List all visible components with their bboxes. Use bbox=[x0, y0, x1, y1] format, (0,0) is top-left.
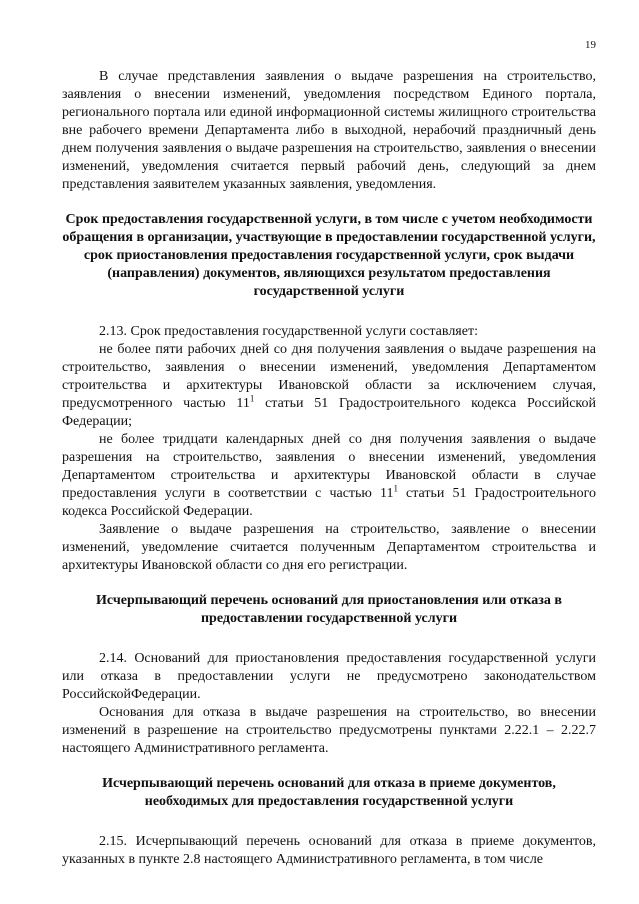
paragraph-portal-submission: В случае представления заявления о выдаче разрешения на строительство, заявления о внесении изменений, уведомления посредством Единого портала, регионального портала или единой информационной системы жилищного строительства вне рабочего времени Департамента либо в выходной, нерабочий праздничный день днем получения заявления о выдаче разрешения на строительство, заявления о внесении изменений, уведомления считается первый рабочий день, следующий за днем представления заявителем указанных заявления, уведомления. bbox=[62, 69, 596, 192]
paragraph-thirty-days bbox=[62, 431, 596, 521]
heading-document-refusal: Исчерпывающий перечень оснований для отказа в приеме документов, необходимых для предоставления государственной услуги bbox=[102, 776, 556, 809]
paragraph-five-days-text: не более пяти рабочих дней со дня получения заявления о выдаче разрешения на строительство, заявления о внесении изменений, уведомления Департаментом строительства и архитектуры Ивановской области за исключением случая, предусмотренного частью 11 bbox=[62, 342, 596, 411]
superscript: 1 bbox=[249, 393, 255, 404]
heading-suspension-grounds: Исчерпывающий перечень оснований для приостановления или отказа в предоставлении государственной услуги bbox=[96, 593, 562, 626]
paragraph-thirty-days-text: не более тридцати календарных дней со дня получения заявления о выдаче разрешения на строительство, заявления о внесении изменений, уведомления Департаментом строительства и архитектуры Ивановской области в случае предоставления услуги в соответствии с частью 11 bbox=[62, 432, 596, 501]
paragraph-2-14: 2.14. Оснований для приостановления предоставления государственной услуги или отказа в предоставлении услуги не предусмотрено законодательством РоссийскойФедерации. bbox=[62, 651, 596, 702]
page-number: 19 bbox=[585, 39, 596, 51]
paragraph-five-days bbox=[62, 341, 596, 431]
paragraph-2-13: 2.13. Срок предоставления государственной услуги составляет: bbox=[99, 324, 478, 339]
paragraph-registration: Заявление о выдаче разрешения на строительство, заявление о внесении изменений, уведомление считается полученным Департаментом строительства и архитектуры Ивановской области со дня его регистрации. bbox=[62, 522, 596, 573]
paragraph-five-days-tail: статьи 51 Градостроительного кодекса Российской Федерации; bbox=[62, 396, 597, 429]
paragraph-thirty-days-tail: статьи 51 Градостроительного кодекса Российской Федерации. bbox=[62, 486, 596, 519]
paragraph-2-15: 2.15. Исчерпывающий перечень оснований для отказа в приеме документов, указанных в пункте 2.8 настоящего Административного регламента, в том числе bbox=[62, 834, 596, 867]
paragraph-refusal-grounds: Основания для отказа в выдаче разрешения на строительство, во внесении изменений в разрешение на строительство предусмотрены пунктами 2.22.1 – 2.22.7 настоящего Административного регламента. bbox=[62, 705, 596, 756]
document-body bbox=[62, 68, 596, 869]
superscript: 1 bbox=[393, 483, 398, 494]
heading-service-term: Срок предоставления государственной услуги, в том числе с учетом необходимости обращения в организации, участвующие в предоставлении государственной услуги, срок приостановления предоставления государственной услуги, срок выдачи (направления) документов, являющихся результатом предоставления государственной услуги bbox=[62, 212, 596, 299]
